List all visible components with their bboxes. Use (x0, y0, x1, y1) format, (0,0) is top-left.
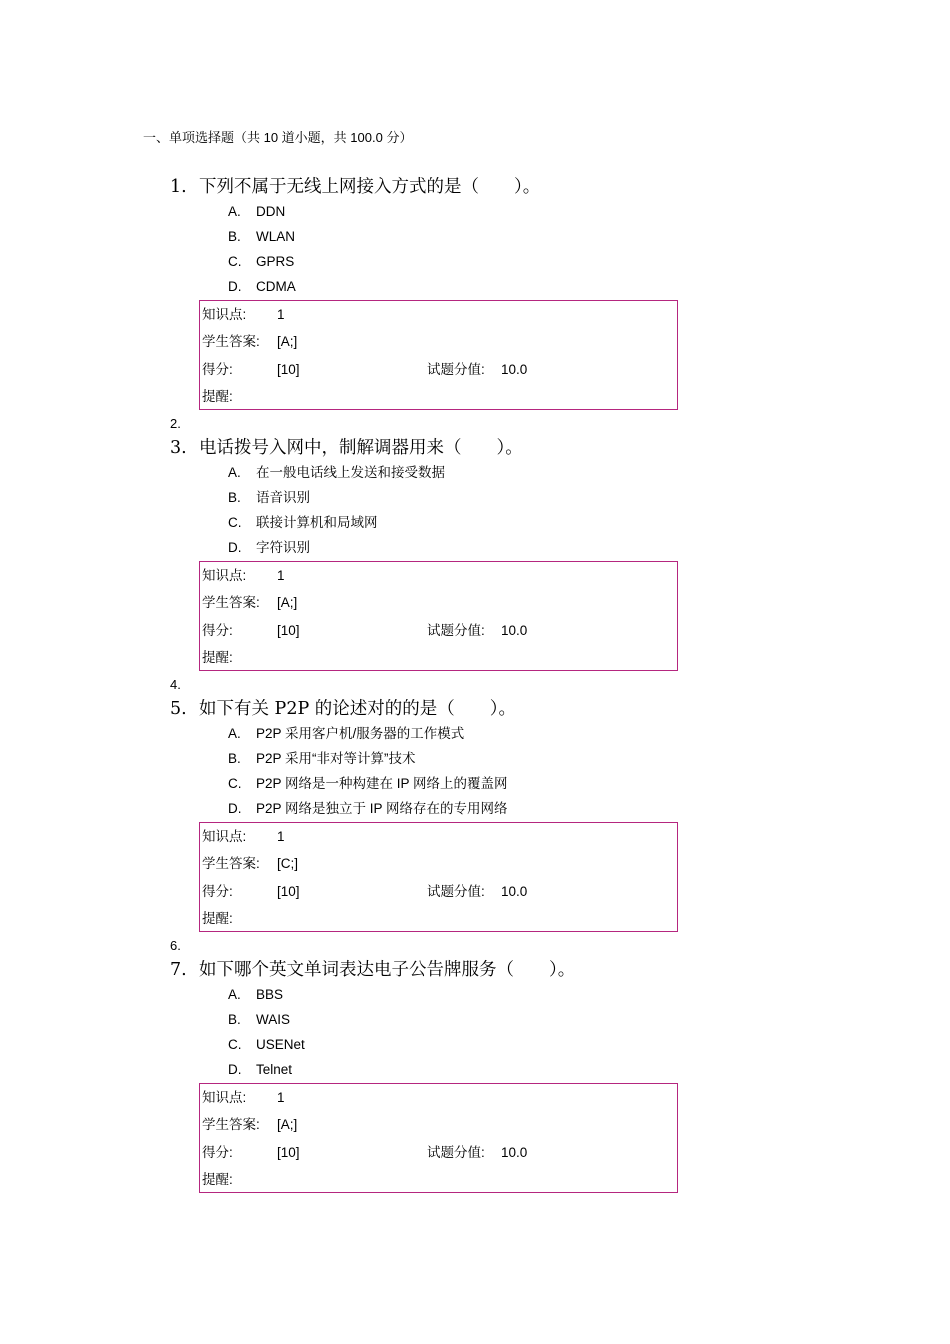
option-letter: D. (228, 540, 242, 555)
score-label: 得分: (202, 362, 233, 377)
knowledge-label: 知识点: (202, 568, 247, 583)
question-title (170, 176, 540, 198)
answer-info-box (199, 822, 678, 932)
score-label: 得分: (202, 1145, 233, 1160)
knowledge-row (202, 306, 285, 324)
reminder-label: 提醒: (202, 650, 233, 665)
option-text: Telnet (256, 1062, 293, 1077)
reminder-row (202, 388, 277, 406)
full-value-value: 10.0 (501, 884, 528, 899)
student-answer-label: 学生答案: (202, 856, 260, 871)
section-header: 一、单项选择题（共 10 道小题，共 100.0 分） (143, 130, 413, 145)
full-value-label: 试题分值: (427, 1145, 485, 1160)
score-row (202, 883, 528, 901)
student-answer-row (202, 1116, 297, 1134)
option-letter: A. (228, 726, 241, 741)
student-answer-value: [A;] (277, 1117, 298, 1132)
option-text: P2P 采用“非对等计算”技术 (256, 751, 416, 766)
full-value-label: 试题分值: (427, 884, 485, 899)
option-text: 语音识别 (256, 490, 310, 505)
question-text: 如下有关 P2P 的论述对的的是（ ）。 (199, 699, 517, 719)
knowledge-label: 知识点: (202, 1090, 247, 1105)
student-answer-label: 学生答案: (202, 1117, 260, 1132)
option-text: P2P 网络是一种构建在 IP 网络上的覆盖网 (256, 776, 508, 791)
student-answer-label: 学生答案: (202, 595, 260, 610)
empty-question-number: 4. (170, 677, 181, 692)
option-d (228, 1061, 292, 1079)
option-text: BBS (256, 987, 284, 1002)
reminder-label: 提醒: (202, 389, 233, 404)
option-letter: B. (228, 490, 241, 505)
student-answer-value: [A;] (277, 334, 298, 349)
question-title (170, 698, 516, 720)
score-value: [10] (277, 623, 300, 638)
reminder-row (202, 649, 277, 667)
question-text: 下列不属于无线上网接入方式的是（ ）。 (199, 177, 541, 197)
reminder-label: 提醒: (202, 911, 233, 926)
full-value-value: 10.0 (501, 362, 528, 377)
option-d (228, 278, 296, 296)
knowledge-value: 1 (277, 568, 285, 583)
student-answer-row (202, 855, 298, 873)
reminder-row (202, 1171, 277, 1189)
answer-info-box (199, 1083, 678, 1193)
knowledge-value: 1 (277, 1090, 285, 1105)
question-title (170, 437, 523, 459)
knowledge-value: 1 (277, 829, 285, 844)
score-row (202, 622, 528, 640)
option-text: WAIS (256, 1012, 291, 1027)
option-text: WLAN (256, 229, 296, 244)
answer-info-box (199, 300, 678, 410)
option-letter: C. (228, 776, 242, 791)
score-label: 得分: (202, 884, 233, 899)
option-text: 字符识别 (256, 540, 310, 555)
option-letter: C. (228, 515, 242, 530)
knowledge-row (202, 1089, 285, 1107)
option-letter: D. (228, 1062, 242, 1077)
student-answer-value: [C;] (277, 856, 299, 871)
option-a (228, 464, 445, 482)
option-text: P2P 采用客户机/服务器的工作模式 (256, 726, 465, 741)
question-title (170, 959, 575, 981)
option-text: 在一般电话线上发送和接受数据 (256, 465, 445, 480)
answer-info-box (199, 561, 678, 671)
student-answer-row (202, 333, 297, 351)
option-letter: A. (228, 465, 241, 480)
option-b (228, 228, 295, 246)
option-b (228, 750, 416, 768)
empty-question-number: 2. (170, 416, 181, 431)
score-label: 得分: (202, 623, 233, 638)
student-answer-row (202, 594, 297, 612)
option-b (228, 1011, 290, 1029)
option-c (228, 253, 294, 271)
knowledge-row (202, 567, 285, 585)
reminder-label: 提醒: (202, 1172, 233, 1187)
option-text: USENet (256, 1037, 305, 1052)
empty-question-number: 6. (170, 938, 181, 953)
knowledge-row (202, 828, 285, 846)
full-value-label: 试题分值: (427, 362, 485, 377)
option-d (228, 800, 508, 818)
option-a (228, 725, 464, 743)
student-answer-label: 学生答案: (202, 334, 260, 349)
score-value: [10] (277, 1145, 300, 1160)
option-c (228, 775, 508, 793)
question-number: 7. (170, 960, 187, 980)
option-c (228, 1036, 305, 1054)
option-d (228, 539, 310, 557)
question-text: 如下哪个英文单词表达电子公告牌服务（ ）。 (199, 960, 576, 980)
option-letter: D. (228, 279, 242, 294)
knowledge-value: 1 (277, 307, 285, 322)
score-row (202, 1144, 528, 1162)
reminder-row (202, 910, 277, 928)
option-b (228, 489, 310, 507)
full-value-value: 10.0 (501, 623, 528, 638)
option-letter: A. (228, 987, 241, 1002)
question-number: 3. (170, 438, 187, 458)
option-c (228, 514, 378, 532)
option-letter: B. (228, 229, 241, 244)
question-number: 1. (170, 177, 187, 197)
question-text: 电话拨号入网中，制解调器用来（ ）。 (199, 438, 523, 458)
option-letter: A. (228, 204, 241, 219)
option-letter: B. (228, 1012, 241, 1027)
score-row (202, 361, 528, 379)
full-value-value: 10.0 (501, 1145, 528, 1160)
knowledge-label: 知识点: (202, 307, 247, 322)
option-letter: D. (228, 801, 242, 816)
score-value: [10] (277, 362, 300, 377)
option-text: 联接计算机和局域网 (256, 515, 378, 530)
option-text: DDN (256, 204, 286, 219)
score-value: [10] (277, 884, 300, 899)
option-text: GPRS (256, 254, 295, 269)
option-text: CDMA (256, 279, 296, 294)
option-a (228, 203, 285, 221)
question-number: 5. (170, 699, 187, 719)
option-letter: C. (228, 1037, 242, 1052)
full-value-label: 试题分值: (427, 623, 485, 638)
option-letter: B. (228, 751, 241, 766)
option-a (228, 986, 283, 1004)
option-letter: C. (228, 254, 242, 269)
option-text: P2P 网络是独立于 IP 网络存在的专用网络 (256, 801, 508, 816)
student-answer-value: [A;] (277, 595, 298, 610)
knowledge-label: 知识点: (202, 829, 247, 844)
